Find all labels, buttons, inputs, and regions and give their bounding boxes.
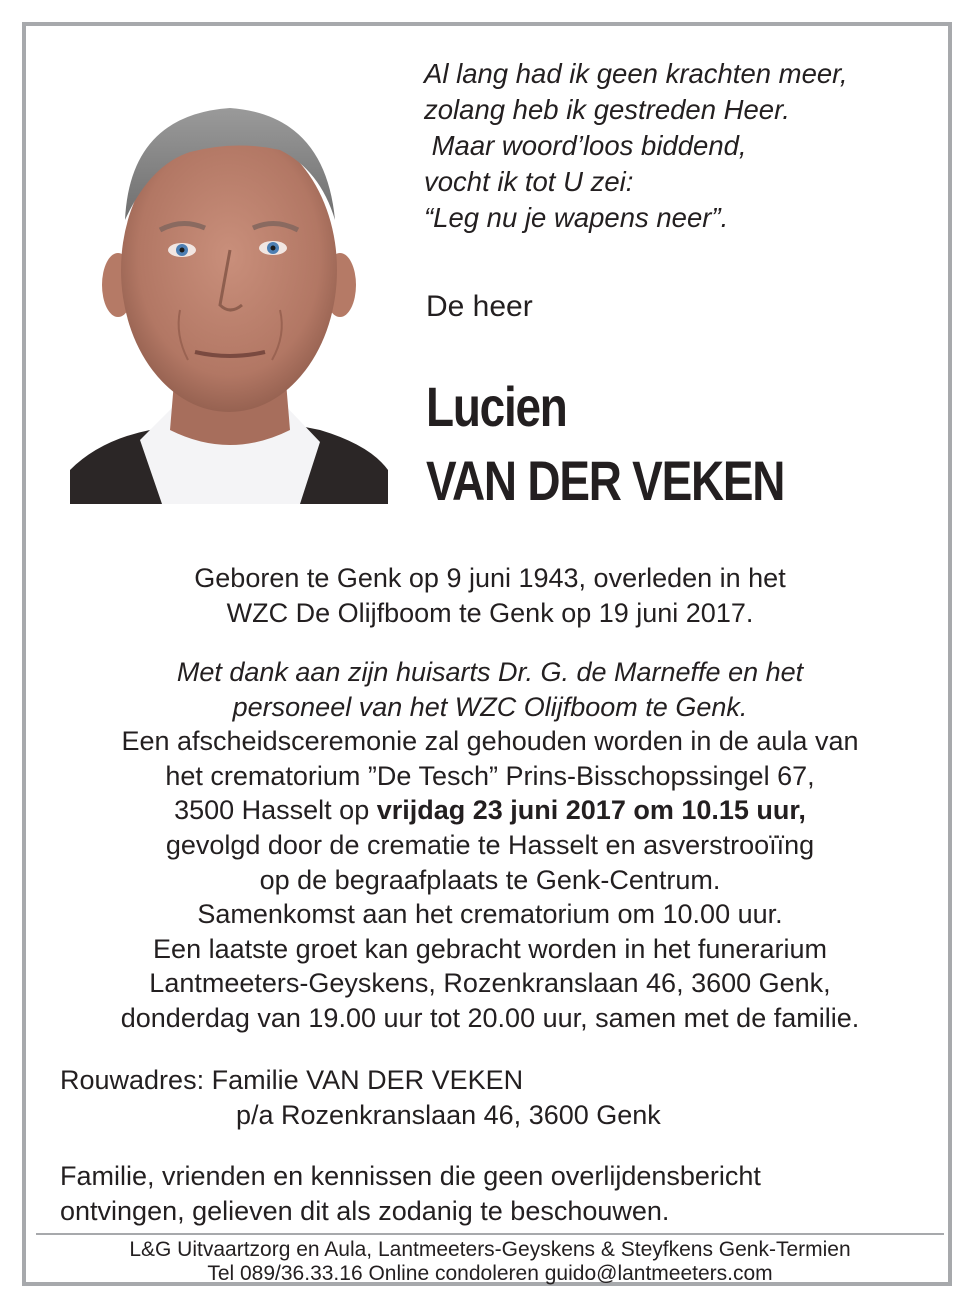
deceased-name <box>426 370 784 518</box>
poem-line: vocht ik tot U zei: <box>424 166 634 197</box>
notice <box>60 1159 761 1228</box>
birth-death-info <box>40 561 940 630</box>
birth-line: Geboren te Genk op 9 juni 1943, overleden in het <box>194 563 786 593</box>
ceremony-info <box>40 655 940 1036</box>
footer-divider <box>36 1233 944 1235</box>
footer-line: L&G Uitvaartzorg en Aula, Lantmeeters-Geyskens & Steyfkens Genk-Termien <box>129 1238 851 1261</box>
mourning-address <box>60 1063 661 1132</box>
ceremony-line: donderdag van 19.00 uur tot 20.00 uur, samen met de familie. <box>120 1002 860 1033</box>
ceremony-line: Lantmeeters-Geyskens, Rozenkranslaan 46, 3600 Genk, <box>149 968 831 999</box>
poem-line: Maar woord’loos biddend, <box>424 130 747 161</box>
ceremony-line: het crematorium ”De Tesch” Prins-Bisschopssingel 67, <box>165 760 815 791</box>
thanks-line: Met dank aan zijn huisarts Dr. G. de Marneffe en het <box>176 657 804 687</box>
ceremony-line: op de begraafplaats te Genk-Centrum. <box>259 864 721 895</box>
ceremony-line: gevolgd door de crematie te Hasselt en asverstrooïïng <box>165 829 815 860</box>
address-line: p/a Rozenkranslaan 46, 3600 Genk <box>236 1099 661 1130</box>
portrait-photo <box>70 70 388 504</box>
address-line: Rouwadres: Familie VAN DER VEKEN <box>60 1065 524 1095</box>
ceremony-line: Samenkomst aan het crematorium om 10.00 uur. <box>197 899 783 930</box>
honorific: De heer <box>426 290 533 323</box>
last-name: VAN DER VEKEN <box>426 449 785 512</box>
poem-line: Al lang had ik geen krachten meer, <box>424 58 848 89</box>
thanks-line: personeel van het WZC Olijfboom te Genk. <box>232 691 748 722</box>
ceremony-place: 3500 Hasselt op <box>174 795 377 826</box>
ceremony-line: Een laatste groet kan gebracht worden in het funerarium <box>153 933 827 964</box>
birth-line: WZC De Olijfboom te Genk op 19 juni 2017. <box>226 597 754 628</box>
ceremony-date: vrijdag 23 juni 2017 om 10.15 uur, <box>376 795 806 826</box>
footer <box>36 1238 944 1286</box>
notice-line: Familie, vrienden en kennissen die geen overlijdensbericht <box>60 1161 761 1191</box>
footer-line: Tel 089/36.33.16 Online condoleren guido@lantmeeters.com <box>207 1262 773 1285</box>
first-name: Lucien <box>426 375 567 438</box>
poem <box>424 56 847 236</box>
poem-line: “Leg nu je wapens neer”. <box>424 202 729 233</box>
poem-line: zolang heb ik gestreden Heer. <box>424 94 790 125</box>
ceremony-line: Een afscheidsceremonie zal gehouden worden in de aula van <box>121 726 859 757</box>
ceremony-date-line <box>40 793 940 828</box>
notice-line: ontvingen, gelieven dit als zodanig te beschouwen. <box>60 1195 670 1226</box>
